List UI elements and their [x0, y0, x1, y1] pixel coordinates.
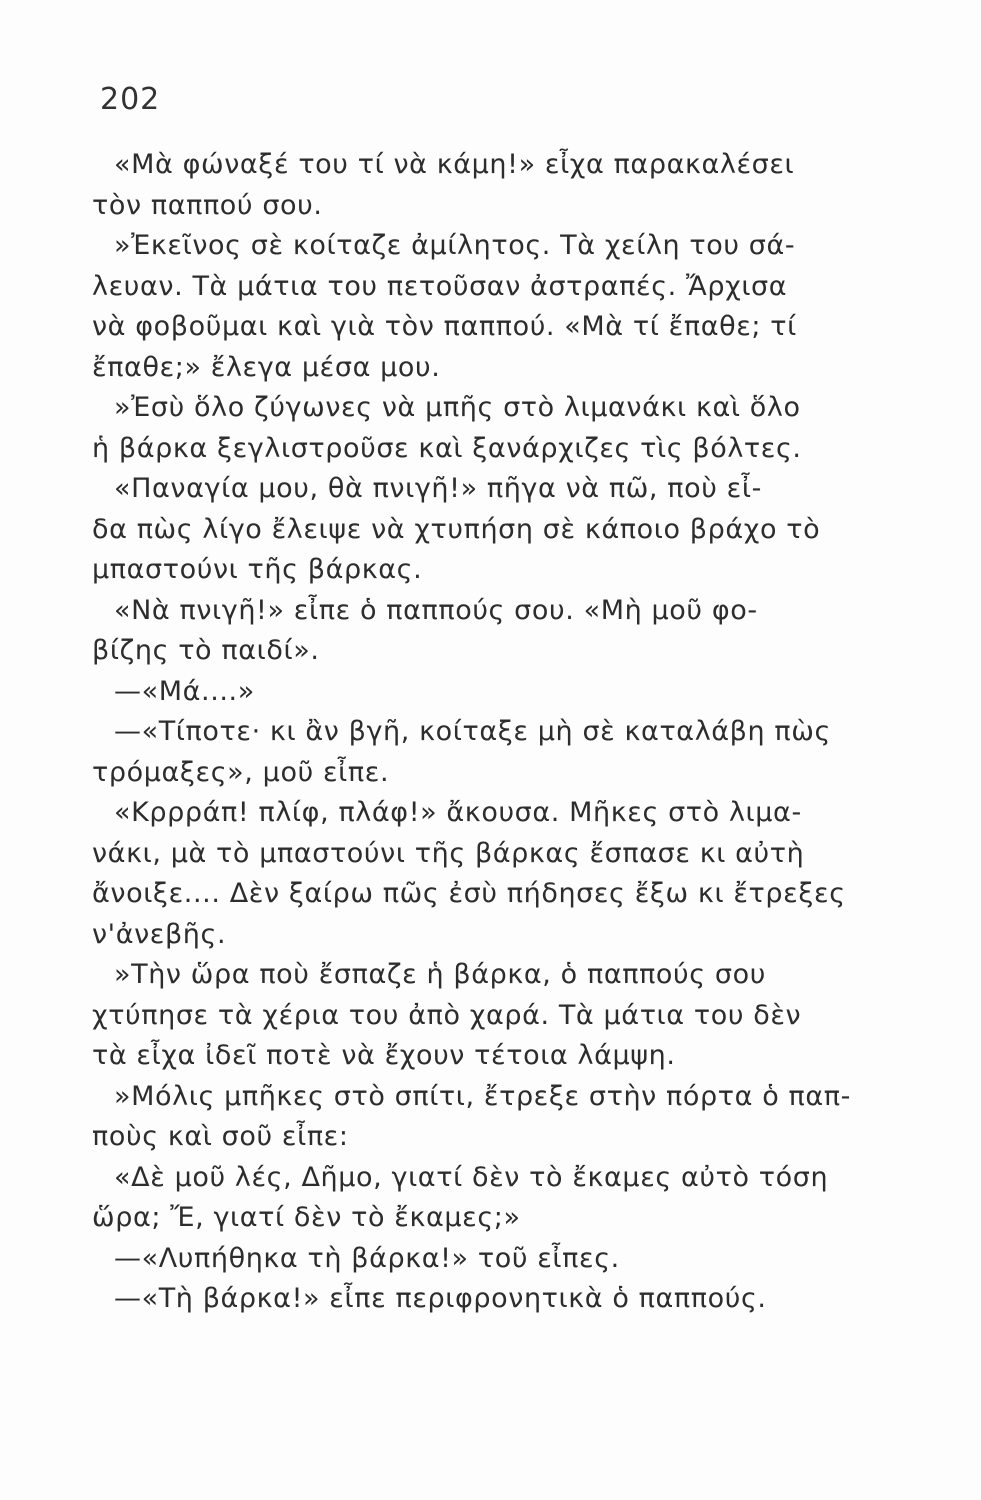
- text-line: —«Τὴ βάρκα!» εἶπε περιφρονητικὰ ὁ παππούς.: [114, 1283, 767, 1314]
- text-line: «Νὰ πνιγῆ!» εἶπε ὁ παππούς σου. «Μὴ μοῦ φο-: [114, 594, 758, 626]
- text-line: «Κρρράπ! πλίφ, πλάφ!» ἄκουσα. Μῆκες στὸ λιμα-: [114, 797, 802, 828]
- body-text: [92, 145, 932, 1320]
- text-line: δα πὼς λίγο ἔλειψε νὰ χτυπήση σὲ κάποιο βράχο τὸ: [92, 513, 821, 545]
- text-line: —«Μά....»: [114, 675, 255, 707]
- page-number: 202: [100, 82, 161, 117]
- text-line: —«Τίποτε· κι ἂν βγῆ, κοίταξε μὴ σὲ καταλάβη πὼς: [114, 716, 831, 747]
- text-line: ἡ βάρκα ξεγλιστροῦσε καὶ ξανάρχιζες τὶς βόλτες.: [92, 432, 802, 464]
- text-line: λευαν. Τὰ μάτια του πετοῦσαν ἀστραπές. Ἄρχισα: [92, 270, 788, 302]
- text-line: «Μὰ φώναξέ του τί νὰ κάμη!» εἶχα παρακαλέσει: [114, 149, 795, 180]
- text-line: «Παναγία μου, θὰ πνιγῆ!» πῆγα νὰ πῶ, ποὺ εἶ-: [114, 473, 762, 504]
- text-line: »Τὴν ὥρα ποὺ ἔσπαζε ἡ βάρκα, ὁ παππούς σου: [114, 959, 766, 990]
- text-line: ν'ἀνεβῆς.: [92, 918, 227, 950]
- text-line: νὰ φοβοῦμαι καὶ γιὰ τὸν παππού. «Μὰ τί ἔπαθε; τί: [92, 311, 797, 342]
- text-line: ποὺς καὶ σοῦ εἶπε:: [92, 1121, 349, 1152]
- text-line: —«Λυπήθηκα τὴ βάρκα!» τοῦ εἶπες.: [114, 1242, 620, 1274]
- text-line: ἔπαθε;» ἔλεγα μέσα μου.: [92, 351, 441, 383]
- text-line: μπαστούνι τῆς βάρκας.: [92, 554, 423, 585]
- text-line: βίζης τὸ παιδί».: [92, 635, 320, 666]
- text-line: »Ἐσὺ ὅλο ζύγωνες νὰ μπῆς στὸ λιμανάκι καὶ ὅλο: [114, 392, 801, 423]
- text-line: τὰ εἶχα ἰδεῖ ποτὲ νὰ ἔχουν τέτοια λάμψη.: [92, 1040, 676, 1071]
- text-line: νάκι, μὰ τὸ μπαστούνι τῆς βάρκας ἔσπασε κι αὐτὴ: [92, 837, 805, 869]
- text-line: »Ἐκεῖνος σὲ κοίταζε ἀμίλητος. Τὰ χείλη του σά-: [114, 230, 796, 261]
- text-line: ἄνοιξε.... Δὲν ξαίρω πῶς ἐσὺ πήδησες ἔξω κι ἔτρεξες: [92, 878, 846, 909]
- text-line: τρόμαξες», μοῦ εἶπε.: [92, 756, 390, 788]
- text-line: »Μόλις μπῆκες στὸ σπίτι, ἔτρεξε στὴν πόρτα ὁ παπ-: [114, 1080, 851, 1112]
- text-line: χτύπησε τὰ χέρια του ἀπὸ χαρά. Τὰ μάτια του δὲν: [92, 999, 802, 1031]
- text-line: τὸν παππού σου.: [92, 189, 323, 221]
- text-line: ὥρα; Ἔ, γιατί δὲν τὸ ἔκαμες;»: [92, 1202, 521, 1233]
- text-line: «Δὲ μοῦ λές, Δῆμο, γιατί δὲν τὸ ἔκαμες αὐτὸ τόση: [114, 1161, 829, 1193]
